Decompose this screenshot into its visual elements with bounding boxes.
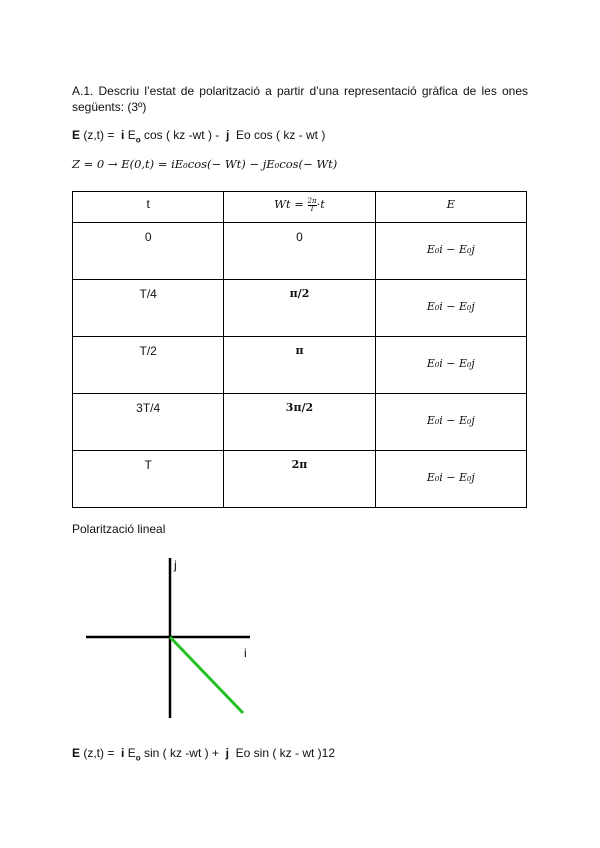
exercise-statement: A.1. Descriu l’estat de polarització a partir d’una representació gràfica de les ones següents: (3º) <box>72 84 528 114</box>
cell-t: 0 <box>73 223 224 280</box>
field-symbol: E <box>72 128 81 142</box>
cell-e: E₀i − E₀j <box>375 394 526 451</box>
cell-e: E₀i − E₀j <box>375 223 526 280</box>
cell-e: E₀i − E₀j <box>375 337 526 394</box>
header-wt <box>224 192 375 223</box>
eq-part: E <box>124 128 136 142</box>
wave-equation-cos <box>72 128 325 144</box>
wt-fraction-den: T <box>309 204 315 213</box>
cell-wt: 3π/2 <box>224 394 375 451</box>
cell-wt: 2π <box>224 451 375 508</box>
wt-fraction <box>308 198 317 213</box>
cell-wt: π/2 <box>224 280 375 337</box>
polarization-vector-line <box>170 637 243 713</box>
table-row <box>73 280 527 337</box>
table-header-row <box>73 192 527 223</box>
header-e: E <box>375 192 526 223</box>
table-row <box>73 337 527 394</box>
polarization-caption: Polarització lineal <box>72 522 166 536</box>
cell-t: T/2 <box>73 337 224 394</box>
x-axis-label: i <box>244 646 247 660</box>
cell-t: T <box>73 451 224 508</box>
eq-args: (z,t) = <box>80 128 118 142</box>
unit-vector-j: j <box>225 128 230 142</box>
wave-equation-z0: Z = 0 → E(0,t) = iE₀cos(− Wt) − jE₀cos(− Wt) <box>72 157 338 171</box>
eq-part: Eo sin ( kz - wt )12 <box>232 746 336 760</box>
y-axis-label: j <box>174 558 177 572</box>
eq-args: (z,t) = <box>80 746 118 760</box>
polarization-diagram <box>80 555 260 725</box>
wt-fraction-num: 2π <box>307 196 317 205</box>
unit-vector-j: j <box>225 746 229 760</box>
cell-wt: π <box>224 337 375 394</box>
cell-e: E₀i − E₀j <box>375 280 526 337</box>
unit-vector-i: i <box>121 746 125 760</box>
field-symbol: E <box>72 746 81 760</box>
eq-part: cos ( kz -wt ) - <box>140 128 223 142</box>
wave-equation-sin <box>72 746 335 762</box>
header-wt-label: Wt = <box>274 197 308 211</box>
header-wt-suffix: ·t <box>316 197 325 211</box>
eq-part: E <box>124 746 136 760</box>
eq-part: sin ( kz -wt ) + <box>140 746 223 760</box>
polarization-table <box>72 191 527 508</box>
table-row <box>73 223 527 280</box>
cell-wt: 0 <box>224 223 375 280</box>
table-row <box>73 451 527 508</box>
cell-e: E₀i − E₀j <box>375 451 526 508</box>
table-row <box>73 394 527 451</box>
cell-t: T/4 <box>73 280 224 337</box>
eq-subscript: o <box>135 753 141 763</box>
cell-t: 3T/4 <box>73 394 224 451</box>
eq-subscript: o <box>135 135 141 145</box>
header-t: t <box>73 192 224 223</box>
eq-part: Eo cos ( kz - wt ) <box>232 128 326 142</box>
unit-vector-i: i <box>121 128 125 142</box>
